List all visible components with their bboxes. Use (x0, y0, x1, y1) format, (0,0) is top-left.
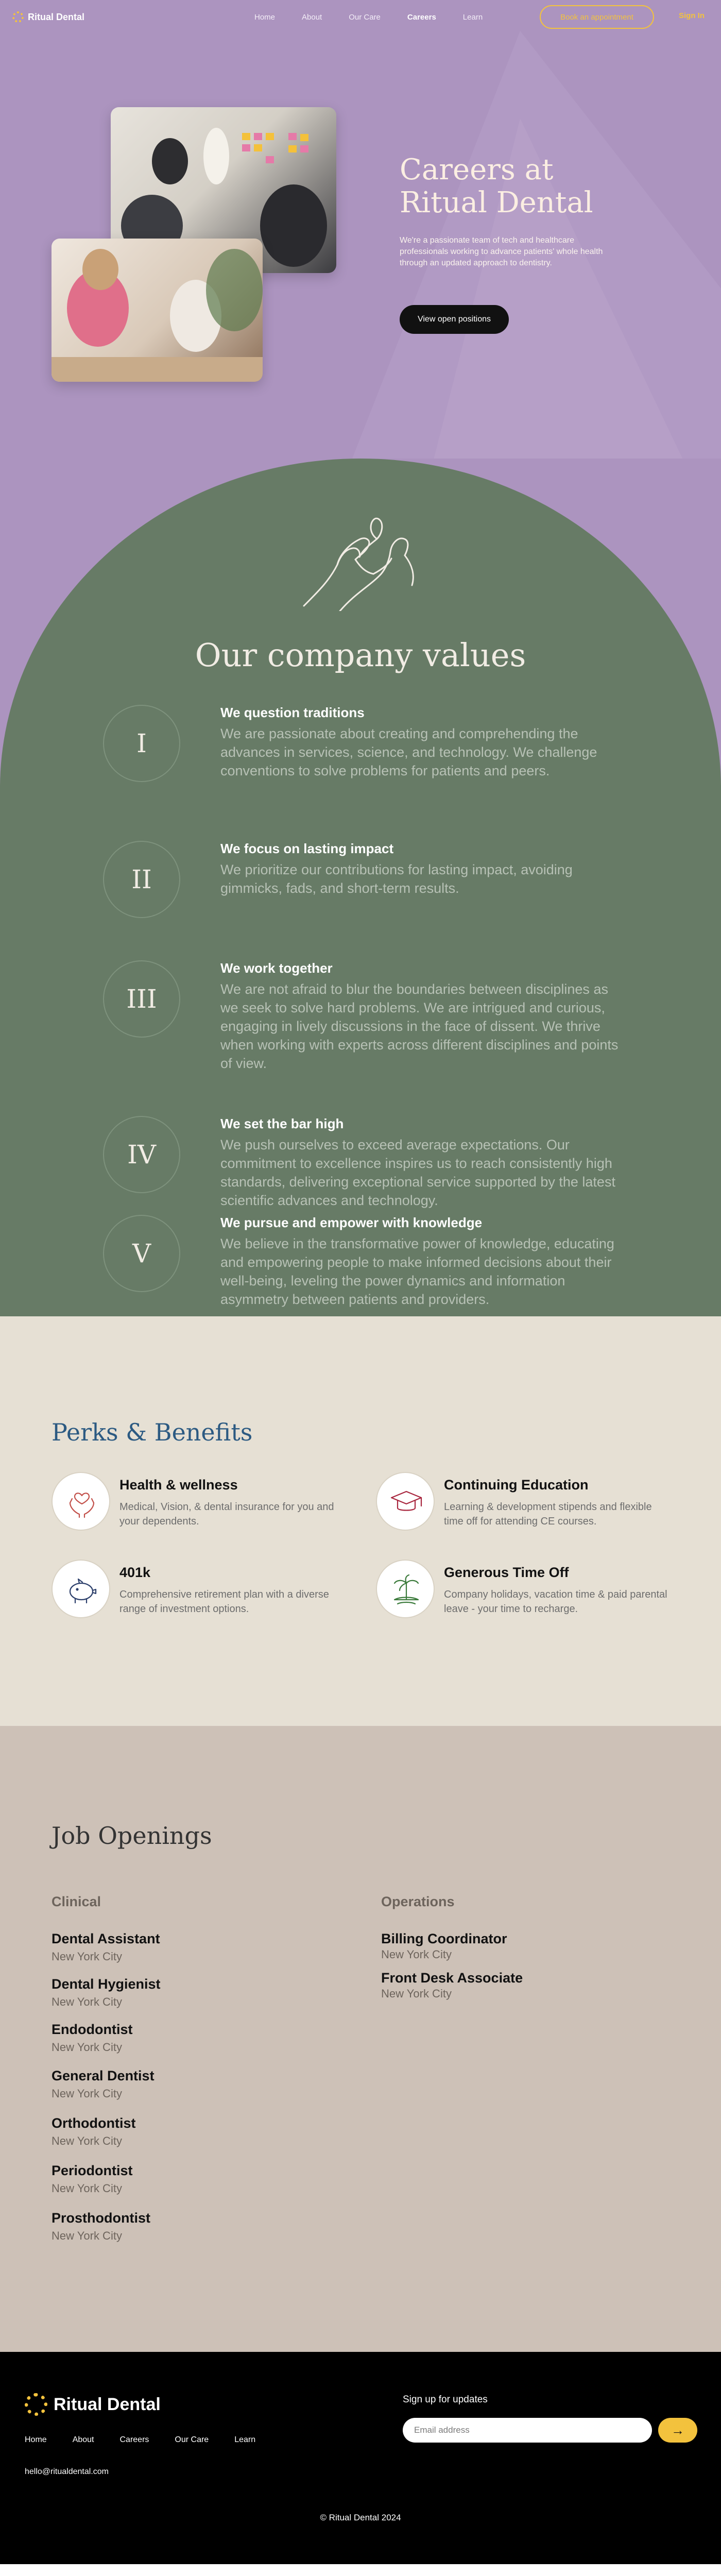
perk-body: Learning & development stipends and flexible time off for attending CE courses. (444, 1501, 652, 1527)
job-listing[interactable] (381, 1931, 507, 1961)
jobs-column-clinical: Clinical (52, 1894, 101, 1909)
value-numeral: III (103, 960, 180, 1038)
perks-title: Perks & Benefits (52, 1418, 253, 1446)
perk-item (376, 1472, 664, 1534)
job-listing[interactable] (52, 1976, 161, 2009)
job-location: New York City (52, 2134, 122, 2147)
perk-item (52, 1560, 340, 1621)
pinky-promise-icon (288, 508, 433, 611)
footer-links (25, 2435, 281, 2445)
footer-brand-name: Ritual Dental (54, 2394, 161, 2414)
value-heading: We set the bar high (220, 1116, 344, 1131)
job-title[interactable]: Orthodontist (52, 2115, 136, 2131)
value-numeral: I (103, 705, 180, 782)
brand-logo[interactable] (12, 11, 84, 23)
value-numeral: II (103, 841, 180, 918)
footer-link-about[interactable]: About (72, 2435, 94, 2444)
top-nav (0, 0, 721, 34)
footer-link-careers[interactable]: Careers (119, 2435, 149, 2444)
job-listing[interactable] (52, 1931, 160, 1963)
signup-submit-button[interactable] (658, 2418, 697, 2443)
jobs-column-operations: Operations (381, 1894, 455, 1909)
footer-link-our-care[interactable]: Our Care (175, 2435, 209, 2444)
hero-title-line1: Careers at (400, 153, 554, 187)
graduation-cap-icon (376, 1472, 435, 1531)
footer-brand-logo[interactable] (25, 2393, 161, 2416)
hero-title-line2: Ritual Dental (400, 186, 593, 219)
value-body: We believe in the transformative power of knowledge, educating and empowering people to make informed decisions about their well-being, leveling the power dynamics and information asymmetry between patients and providers. (220, 1236, 614, 1307)
values-title: Our company values (195, 636, 526, 674)
job-title[interactable]: Dental Assistant (52, 1931, 160, 1946)
perk-heading: Health & wellness (119, 1477, 238, 1493)
copyright: © Ritual Dental 2024 (320, 2513, 401, 2522)
palm-island-icon (376, 1560, 435, 1618)
job-listing[interactable] (381, 1970, 523, 2001)
job-location: New York City (52, 2182, 122, 2195)
job-listing[interactable] (52, 2022, 132, 2054)
job-title[interactable]: Billing Coordinator (381, 1931, 507, 1946)
footer-link-learn[interactable]: Learn (234, 2435, 256, 2444)
job-title[interactable]: General Dentist (52, 2068, 154, 2083)
jobs-section (0, 1726, 721, 2352)
nav-links (254, 13, 509, 22)
job-listing[interactable] (52, 2210, 150, 2243)
team-laughing-photo (52, 239, 263, 382)
hands-heart-icon (52, 1472, 110, 1531)
job-location: New York City (52, 2087, 122, 2100)
signup-label: Sign up for updates (403, 2394, 488, 2405)
jobs-title: Job Openings (52, 1822, 212, 1850)
piggy-bank-icon (52, 1560, 110, 1618)
hero-title (400, 154, 616, 219)
job-title[interactable]: Dental Hygienist (52, 1976, 161, 1992)
arrow-right-icon: → (671, 2422, 684, 2438)
value-body: We are not afraid to blur the boundaries between disciplines as we seek to solve hard problems. We are intrigued and curious, engaging in lively discussions in the face of dissent. We thrive when working with experts across different disciplines and points of view. (220, 981, 619, 1071)
job-listing[interactable] (52, 2115, 135, 2148)
value-body: We prioritize our contributions for lasting impact, avoiding gimmicks, fads, and short-term results. (220, 862, 573, 896)
perk-item (52, 1472, 340, 1534)
nav-link-careers[interactable]: Careers (407, 12, 436, 22)
value-heading: We question traditions (220, 705, 365, 720)
job-listing[interactable] (52, 2163, 133, 2195)
nav-link-about[interactable]: About (302, 12, 322, 22)
nav-link-our-care[interactable]: Our Care (349, 12, 381, 22)
job-location: New York City (381, 1987, 452, 2000)
nav-link-home[interactable]: Home (254, 12, 276, 22)
nav-link-learn[interactable]: Learn (462, 12, 483, 22)
perk-body: Medical, Vision, & dental insurance for you and your dependents. (119, 1501, 334, 1527)
job-location: New York City (52, 1995, 122, 2008)
values-section (0, 459, 721, 1316)
perk-heading: Generous Time Off (444, 1565, 569, 1580)
value-numeral: V (103, 1215, 180, 1292)
job-title[interactable]: Endodontist (52, 2022, 133, 2037)
logo-mark-icon (12, 11, 24, 23)
job-location: New York City (381, 1948, 452, 1961)
perk-body: Comprehensive retirement plan with a diverse range of investment options. (119, 1589, 329, 1615)
hero-background-triangle (0, 0, 721, 464)
brand-name: Ritual Dental (28, 11, 85, 22)
value-numeral: IV (103, 1116, 180, 1193)
value-heading: We pursue and empower with knowledge (220, 1215, 483, 1230)
job-location: New York City (52, 2229, 122, 2242)
perks-section (0, 1316, 721, 1726)
email-input[interactable] (403, 2418, 652, 2443)
value-heading: We focus on lasting impact (220, 841, 394, 856)
job-listing[interactable] (52, 2068, 154, 2100)
perk-body: Company holidays, vacation time & paid parental leave - your time to recharge. (444, 1589, 667, 1615)
job-location: New York City (52, 2041, 122, 2054)
book-appointment-button[interactable]: Book an appointment (540, 5, 654, 29)
view-positions-button[interactable]: View open positions (400, 305, 509, 334)
site-footer (0, 2352, 721, 2564)
perk-heading: Continuing Education (444, 1477, 589, 1493)
job-title[interactable]: Periodontist (52, 2163, 133, 2178)
value-body: We push ourselves to exceed average expectations. Our commitment to excellence inspires us to reach consistently high standards, delivering exceptional service supported by the latest scientific advances and technology. (220, 1137, 615, 1208)
job-title[interactable]: Prosthodontist (52, 2210, 150, 2226)
value-heading: We work together (220, 960, 333, 976)
footer-email-link[interactable]: hello@ritualdental.com (25, 2467, 109, 2476)
perk-item (376, 1560, 667, 1621)
perk-heading: 401k (119, 1565, 151, 1580)
sign-in-link[interactable]: Sign In (679, 11, 705, 20)
hero-subtitle: We're a passionate team of tech and healthcare professionals working to advance patients' whole health through an updated approach to dentistry. (400, 236, 603, 267)
job-title[interactable]: Front Desk Associate (381, 1970, 523, 1986)
footer-link-home[interactable]: Home (25, 2435, 47, 2444)
job-location: New York City (52, 1950, 122, 1963)
value-body: We are passionate about creating and comprehending the advances in services, science, and technology. We challenge conventions to solve problems for patients and peers. (220, 726, 597, 778)
logo-mark-icon (25, 2393, 47, 2416)
